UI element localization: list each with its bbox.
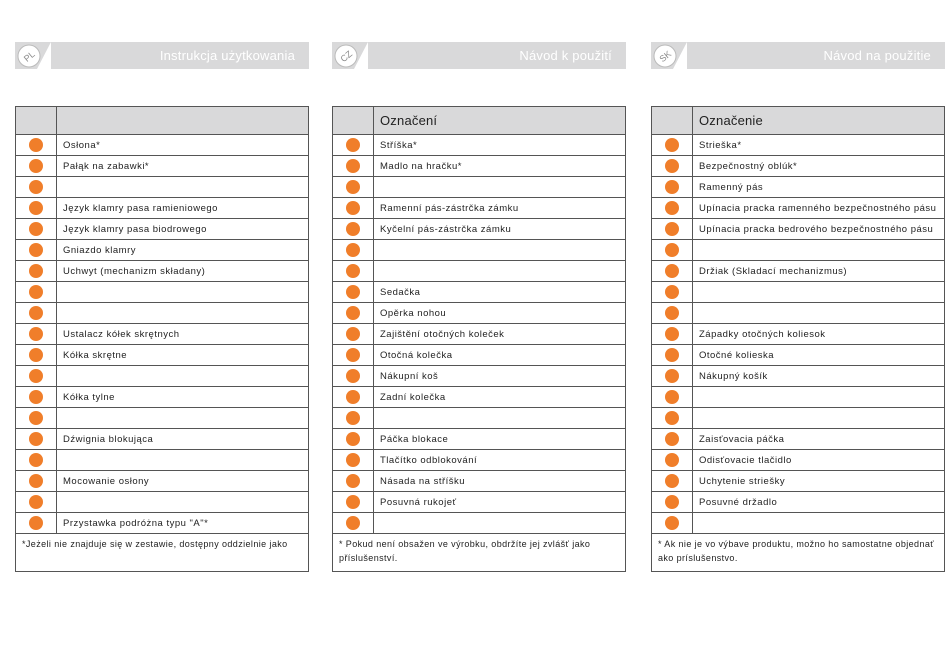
marker-cell	[333, 156, 374, 177]
marker-cell	[652, 345, 693, 366]
part-name-cell: Držiak (Skladací mechanizmus)	[693, 261, 945, 282]
marker-cell	[652, 429, 693, 450]
orange-dot-icon	[29, 474, 43, 488]
orange-dot-icon	[346, 222, 360, 236]
orange-dot-icon	[665, 138, 679, 152]
table-row	[333, 198, 626, 219]
part-name-cell: Posuvné držadlo	[693, 492, 945, 513]
table-row	[652, 450, 945, 471]
orange-dot-icon	[29, 411, 43, 425]
marker-cell	[652, 513, 693, 534]
part-name-cell: Kyčelní pás-zástrčka zámku	[374, 219, 626, 240]
orange-dot-icon	[346, 495, 360, 509]
marker-cell	[652, 135, 693, 156]
marker-cell	[16, 219, 57, 240]
part-name-cell: Zajištění otočných koleček	[374, 324, 626, 345]
table-row	[652, 240, 945, 261]
marker-cell	[652, 219, 693, 240]
orange-dot-icon	[346, 138, 360, 152]
marker-cell	[16, 240, 57, 261]
table-row	[333, 471, 626, 492]
marker-cell	[652, 408, 693, 429]
part-name-cell: Przystawka podróżna typu "A"*	[57, 513, 309, 534]
orange-dot-icon	[29, 327, 43, 341]
table-row	[16, 198, 309, 219]
marker-cell	[652, 366, 693, 387]
table-row	[16, 156, 309, 177]
orange-dot-icon	[29, 264, 43, 278]
table-row	[333, 156, 626, 177]
table-row	[652, 135, 945, 156]
marker-cell	[16, 492, 57, 513]
orange-dot-icon	[346, 159, 360, 173]
marker-cell	[333, 261, 374, 282]
marker-cell	[333, 324, 374, 345]
orange-dot-icon	[346, 516, 360, 530]
section-title: Instrukcja użytkowania	[159, 48, 295, 63]
orange-dot-icon	[29, 138, 43, 152]
orange-dot-icon	[29, 306, 43, 320]
orange-dot-icon	[346, 327, 360, 341]
table-header-row	[652, 107, 945, 135]
table-row	[333, 261, 626, 282]
part-name-cell: Osłona*	[57, 135, 309, 156]
section-banner	[332, 42, 626, 69]
table-row	[652, 303, 945, 324]
marker-cell	[16, 429, 57, 450]
table-row	[333, 177, 626, 198]
orange-dot-icon	[665, 306, 679, 320]
orange-dot-icon	[346, 180, 360, 194]
table-row	[652, 408, 945, 429]
marker-cell	[652, 198, 693, 219]
marker-cell	[652, 387, 693, 408]
marker-cell	[16, 198, 57, 219]
orange-dot-icon	[346, 201, 360, 215]
orange-dot-icon	[346, 264, 360, 278]
table-row	[16, 282, 309, 303]
orange-dot-icon	[29, 348, 43, 362]
table-row	[16, 219, 309, 240]
part-name-cell	[57, 366, 309, 387]
marker-cell	[652, 471, 693, 492]
part-name-cell: Nákupní koš	[374, 366, 626, 387]
footnote-row	[652, 534, 945, 572]
section-banner	[651, 42, 945, 69]
orange-dot-icon	[29, 453, 43, 467]
table-row	[652, 282, 945, 303]
orange-dot-icon	[29, 159, 43, 173]
orange-dot-icon	[29, 285, 43, 299]
orange-dot-icon	[665, 432, 679, 446]
part-name-cell: Ustalacz kółek skrętnych	[57, 324, 309, 345]
part-name-cell: Otočné kolieska	[693, 345, 945, 366]
marker-cell	[16, 156, 57, 177]
part-name-cell: Nákupný košík	[693, 366, 945, 387]
table-row	[16, 261, 309, 282]
marker-cell	[333, 240, 374, 261]
parts-table	[651, 106, 945, 572]
orange-dot-icon	[29, 495, 43, 509]
table-row	[333, 513, 626, 534]
marker-cell	[333, 471, 374, 492]
marker-cell	[333, 408, 374, 429]
part-name-cell: Sedačka	[374, 282, 626, 303]
orange-dot-icon	[665, 495, 679, 509]
marker-cell	[652, 240, 693, 261]
orange-dot-icon	[665, 159, 679, 173]
part-name-cell: Násada na stříšku	[374, 471, 626, 492]
orange-dot-icon	[29, 180, 43, 194]
part-name-cell	[693, 282, 945, 303]
part-name-cell	[374, 261, 626, 282]
part-name-cell: Język klamry pasa biodrowego	[57, 219, 309, 240]
part-name-cell	[374, 408, 626, 429]
marker-cell	[333, 450, 374, 471]
table-row	[333, 135, 626, 156]
table-header-row	[16, 107, 309, 135]
orange-dot-icon	[346, 348, 360, 362]
orange-dot-icon	[29, 201, 43, 215]
table-row	[652, 366, 945, 387]
table-row	[652, 387, 945, 408]
table-row	[16, 429, 309, 450]
language-badge	[15, 42, 51, 69]
part-name-cell	[693, 387, 945, 408]
marker-cell	[16, 345, 57, 366]
footnote-row	[333, 534, 626, 572]
table-header-label: Označenie	[693, 107, 945, 135]
marker-cell	[16, 261, 57, 282]
marker-cell	[16, 324, 57, 345]
part-name-cell	[57, 177, 309, 198]
marker-cell	[16, 303, 57, 324]
orange-dot-icon	[665, 201, 679, 215]
part-name-cell: Dźwignia blokująca	[57, 429, 309, 450]
part-name-cell: Uchwyt (mechanizm składany)	[57, 261, 309, 282]
marker-cell	[16, 450, 57, 471]
parts-table	[15, 106, 309, 572]
marker-cell	[333, 387, 374, 408]
marker-cell	[16, 387, 57, 408]
table-row	[333, 282, 626, 303]
section-cz	[332, 42, 626, 563]
orange-dot-icon	[665, 411, 679, 425]
orange-dot-icon	[665, 348, 679, 362]
part-name-cell: Kółka tylne	[57, 387, 309, 408]
table-row	[16, 324, 309, 345]
table-row	[16, 408, 309, 429]
part-name-cell: Madlo na hračku*	[374, 156, 626, 177]
marker-cell	[333, 303, 374, 324]
footnote-text: *Jeżeli nie znajduje się w zestawie, dostępny oddzielnie jako	[16, 534, 309, 572]
part-name-cell: Ramenný pás	[693, 177, 945, 198]
part-name-cell: Posuvná rukojeť	[374, 492, 626, 513]
part-name-cell: Páčka blokace	[374, 429, 626, 450]
orange-dot-icon	[346, 474, 360, 488]
table-header-row	[333, 107, 626, 135]
orange-dot-icon	[29, 516, 43, 530]
orange-dot-icon	[665, 390, 679, 404]
table-row	[16, 366, 309, 387]
part-name-cell: Bezpečnostný oblúk*	[693, 156, 945, 177]
marker-cell	[16, 177, 57, 198]
table-row	[652, 156, 945, 177]
part-name-cell	[374, 177, 626, 198]
marker-cell	[16, 471, 57, 492]
marker-cell	[333, 429, 374, 450]
orange-dot-icon	[665, 264, 679, 278]
marker-cell	[652, 156, 693, 177]
part-name-cell	[57, 303, 309, 324]
part-name-cell: Kółka skrętne	[57, 345, 309, 366]
orange-dot-icon	[346, 432, 360, 446]
table-row	[333, 219, 626, 240]
section-sk	[651, 42, 945, 563]
table-row	[652, 345, 945, 366]
table-row	[652, 471, 945, 492]
footnote-row	[16, 534, 309, 572]
part-name-cell: Západky otočných koliesok	[693, 324, 945, 345]
marker-cell	[16, 408, 57, 429]
table-row	[652, 198, 945, 219]
header-number-cell	[652, 107, 693, 135]
language-code: SK	[657, 48, 674, 65]
part-name-cell: Stříška*	[374, 135, 626, 156]
table-row	[333, 303, 626, 324]
part-name-cell: Zaisťovacia páčka	[693, 429, 945, 450]
section-title: Návod k použití	[519, 48, 612, 63]
orange-dot-icon	[665, 369, 679, 383]
table-row	[652, 324, 945, 345]
orange-dot-icon	[665, 285, 679, 299]
table-row	[16, 513, 309, 534]
part-name-cell: Otočná kolečka	[374, 345, 626, 366]
orange-dot-icon	[346, 390, 360, 404]
table-row	[333, 324, 626, 345]
table-row	[652, 219, 945, 240]
marker-cell	[333, 366, 374, 387]
table-row	[16, 135, 309, 156]
orange-dot-icon	[665, 243, 679, 257]
orange-dot-icon	[665, 516, 679, 530]
part-name-cell	[374, 240, 626, 261]
part-name-cell: Strieška*	[693, 135, 945, 156]
orange-dot-icon	[29, 243, 43, 257]
part-name-cell: Język klamry pasa ramieniowego	[57, 198, 309, 219]
table-row	[333, 429, 626, 450]
orange-dot-icon	[29, 369, 43, 383]
orange-dot-icon	[29, 390, 43, 404]
part-name-cell: Gniazdo klamry	[57, 240, 309, 261]
orange-dot-icon	[665, 327, 679, 341]
part-name-cell	[693, 408, 945, 429]
marker-cell	[333, 177, 374, 198]
table-header-label: Označení	[374, 107, 626, 135]
table-row	[16, 492, 309, 513]
part-name-cell: Upínacia pracka ramenného bezpečnostného pásu	[693, 198, 945, 219]
table-header-label	[57, 107, 309, 135]
parts-table	[332, 106, 626, 572]
table-row	[333, 240, 626, 261]
table-row	[333, 492, 626, 513]
orange-dot-icon	[346, 369, 360, 383]
part-name-cell	[374, 513, 626, 534]
orange-dot-icon	[346, 285, 360, 299]
orange-dot-icon	[665, 453, 679, 467]
marker-cell	[333, 345, 374, 366]
footnote-text: * Pokud není obsažen ve výrobku, obdržíte jej zvlášť jako příslušenství.	[333, 534, 626, 572]
table-row	[333, 450, 626, 471]
part-name-cell	[57, 408, 309, 429]
orange-dot-icon	[29, 222, 43, 236]
marker-cell	[652, 177, 693, 198]
header-number-cell	[16, 107, 57, 135]
section-pl	[15, 42, 309, 549]
marker-cell	[652, 492, 693, 513]
orange-dot-icon	[665, 474, 679, 488]
table-row	[652, 429, 945, 450]
marker-cell	[333, 513, 374, 534]
marker-cell	[652, 303, 693, 324]
section-title: Návod na použitie	[823, 48, 931, 63]
marker-cell	[652, 261, 693, 282]
section-banner	[15, 42, 309, 69]
table-row	[16, 387, 309, 408]
part-name-cell: Tlačítko odblokování	[374, 450, 626, 471]
part-name-cell	[693, 303, 945, 324]
language-code: CZ	[338, 48, 355, 65]
table-row	[652, 177, 945, 198]
header-number-cell	[333, 107, 374, 135]
orange-dot-icon	[346, 411, 360, 425]
marker-cell	[16, 282, 57, 303]
part-name-cell: Ramenní pás-zástrčka zámku	[374, 198, 626, 219]
language-badge	[332, 42, 368, 69]
part-name-cell: Pałąk na zabawki*	[57, 156, 309, 177]
orange-dot-icon	[346, 243, 360, 257]
part-name-cell	[57, 450, 309, 471]
table-row	[652, 513, 945, 534]
table-row	[652, 261, 945, 282]
part-name-cell: Odisťovacie tlačidlo	[693, 450, 945, 471]
part-name-cell	[57, 282, 309, 303]
part-name-cell: Opěrka nohou	[374, 303, 626, 324]
language-badge	[651, 42, 687, 69]
part-name-cell: Mocowanie osłony	[57, 471, 309, 492]
marker-cell	[652, 450, 693, 471]
marker-cell	[333, 135, 374, 156]
part-name-cell	[693, 513, 945, 534]
table-row	[333, 387, 626, 408]
footnote-text: * Ak nie je vo výbave produktu, možno ho samostatne objednať ako príslušenstvo.	[652, 534, 945, 572]
marker-cell	[333, 492, 374, 513]
marker-cell	[333, 219, 374, 240]
table-row	[16, 471, 309, 492]
table-row	[16, 240, 309, 261]
part-name-cell: Uchytenie striešky	[693, 471, 945, 492]
table-row	[333, 408, 626, 429]
table-row	[16, 450, 309, 471]
table-row	[16, 303, 309, 324]
table-row	[333, 366, 626, 387]
part-name-cell	[693, 240, 945, 261]
marker-cell	[652, 282, 693, 303]
language-code: PL	[21, 49, 37, 64]
marker-cell	[652, 324, 693, 345]
orange-dot-icon	[346, 453, 360, 467]
marker-cell	[16, 135, 57, 156]
table-row	[16, 177, 309, 198]
table-row	[16, 345, 309, 366]
marker-cell	[333, 198, 374, 219]
part-name-cell	[57, 492, 309, 513]
orange-dot-icon	[665, 222, 679, 236]
table-row	[652, 492, 945, 513]
orange-dot-icon	[29, 432, 43, 446]
marker-cell	[333, 282, 374, 303]
part-name-cell: Upínacia pracka bedrového bezpečnostného pásu	[693, 219, 945, 240]
part-name-cell: Zadní kolečka	[374, 387, 626, 408]
marker-cell	[16, 513, 57, 534]
marker-cell	[16, 366, 57, 387]
table-row	[333, 345, 626, 366]
orange-dot-icon	[665, 180, 679, 194]
orange-dot-icon	[346, 306, 360, 320]
